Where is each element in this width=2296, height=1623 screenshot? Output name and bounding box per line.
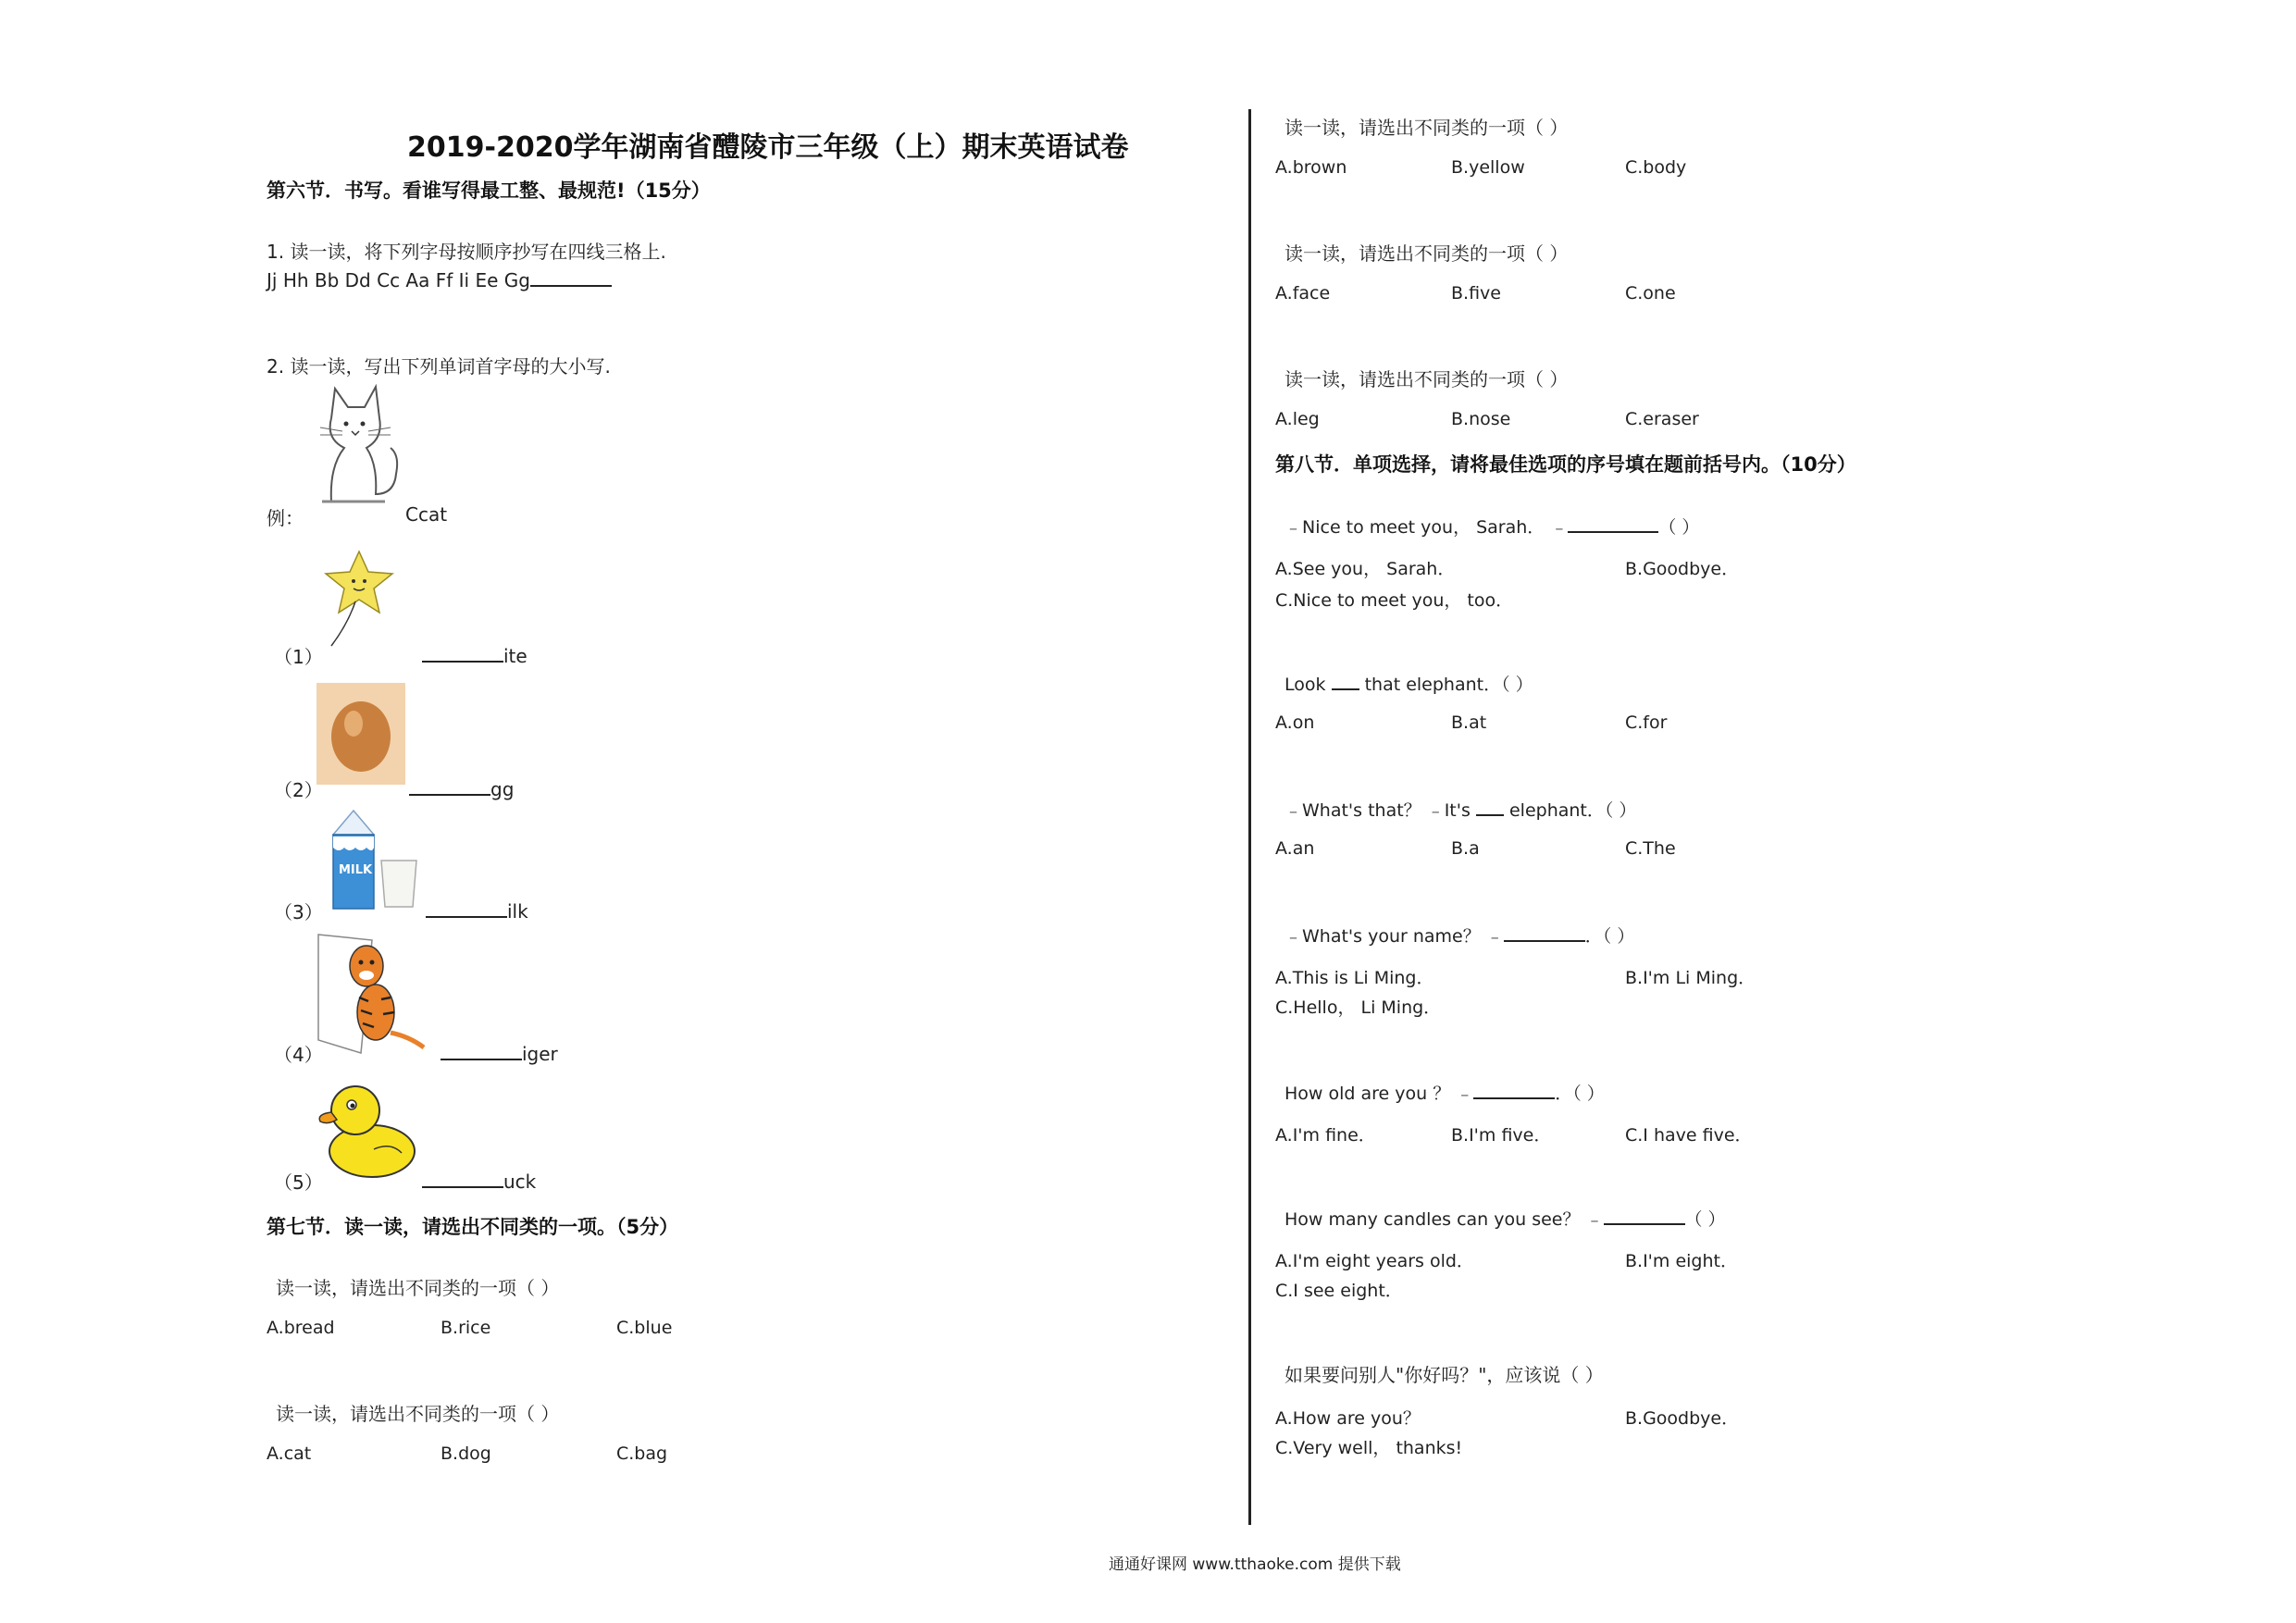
s8-q3-option-c[interactable]: C.The <box>1625 838 1676 859</box>
s8-q2-option-c[interactable]: C.for <box>1625 712 1668 733</box>
s8-q6-blank[interactable] <box>1604 1205 1685 1225</box>
s8-q2-option-a[interactable]: A.on <box>1275 712 1315 733</box>
cat-picture <box>311 381 403 520</box>
s7-q3-text: 读一读，请选出不同类的一项（ ） <box>1285 117 1569 139</box>
s8-q6-pre: How many candles can you see？ ﹣ <box>1285 1209 1604 1230</box>
s7-q2-option-a[interactable]: A.cat <box>267 1443 312 1464</box>
q1-letters-row <box>267 266 612 291</box>
s7-q5-text: 读一读，请选出不同类的一项（ ） <box>1285 368 1569 390</box>
item5-blank[interactable] <box>422 1168 503 1188</box>
s8-q6-text <box>1285 1205 1726 1231</box>
s8-q3-text <box>1285 796 1636 822</box>
s8-q3-option-a[interactable]: A.an <box>1275 838 1315 859</box>
s8-q2-post: that elephant．（ ） <box>1359 675 1533 695</box>
section7-heading: 第七节．读一读，请选出不同类的一项。（5分） <box>267 1216 679 1238</box>
tiger-picture <box>316 933 439 1057</box>
egg-picture <box>316 683 405 785</box>
item3-blank[interactable] <box>426 898 507 918</box>
s8-q4-option-c[interactable]: C.Hello， Li Ming． <box>1275 997 1442 1018</box>
item2-number: （2） <box>274 779 323 801</box>
s8-q5-option-a[interactable]: A.I'm fine． <box>1275 1125 1376 1146</box>
item3-number: （3） <box>274 901 323 923</box>
s8-q6-option-c[interactable]: C.I see eight． <box>1275 1281 1403 1301</box>
kite-picture <box>322 550 405 651</box>
s8-q5-option-c[interactable]: C.I have five． <box>1625 1125 1753 1146</box>
s8-q5-blank[interactable] <box>1473 1079 1555 1099</box>
s8-q3-blank[interactable] <box>1476 796 1504 816</box>
q1-letters: Jj Hh Bb Dd Cc Aa Ff Ii Ee Gg <box>267 269 530 291</box>
item4-number: （4） <box>274 1044 323 1066</box>
s8-q2-option-b[interactable]: B.at <box>1451 712 1487 733</box>
item1-number: （1） <box>274 646 323 668</box>
s8-q5-option-b[interactable]: B.I'm five． <box>1451 1125 1552 1146</box>
s8-q7-option-a[interactable]: A.How are you？ <box>1275 1408 1421 1429</box>
s7-q1-option-c[interactable]: C.blue <box>616 1318 673 1338</box>
s8-q4-option-a[interactable]: A.This is Li Ming． <box>1275 968 1434 988</box>
item1-suffix: ite <box>503 645 527 667</box>
s8-q6-option-a[interactable]: A.I'm eight years old． <box>1275 1251 1474 1271</box>
footer-credit: 通通好课网 www.tthaoke.com 提供下载 <box>1109 1555 1401 1574</box>
item4-blank[interactable] <box>441 1040 522 1060</box>
item2-blank[interactable] <box>409 775 490 796</box>
s8-q4-text <box>1285 922 1634 948</box>
s7-q4-option-b[interactable]: B.five <box>1451 283 1501 304</box>
s8-q6-post: （ ） <box>1684 1209 1726 1230</box>
s8-q3-pre: ﹣What's that？ ﹣It's <box>1285 800 1476 821</box>
s7-q5-option-b[interactable]: B.nose <box>1451 409 1511 429</box>
s8-q4-post: ．（ ） <box>1584 926 1635 947</box>
s7-q1-text: 读一读，请选出不同类的一项（ ） <box>276 1277 560 1299</box>
s7-q3-option-b[interactable]: B.yellow <box>1451 157 1525 178</box>
item4-suffix: iger <box>522 1043 558 1065</box>
q1-text: 1. 读一读，将下列字母按顺序抄写在四线三格上. <box>267 241 666 263</box>
s8-q7-option-c[interactable]: C.Very well， thanks! <box>1275 1438 1463 1458</box>
s7-q2-option-b[interactable]: B.dog <box>441 1443 491 1464</box>
s8-q1-option-b[interactable]: B.Goodbye． <box>1625 559 1740 579</box>
s7-q1-option-a[interactable]: A.bread <box>267 1318 335 1338</box>
s7-q5-option-a[interactable]: A.leg <box>1275 409 1320 429</box>
s7-q4-option-c[interactable]: C.one <box>1625 283 1676 304</box>
s7-q2-text: 读一读，请选出不同类的一项（ ） <box>276 1403 560 1425</box>
s8-q1-option-c[interactable]: C.Nice to meet you， too． <box>1275 590 1514 611</box>
s8-q5-text <box>1285 1079 1605 1105</box>
example-label: 例： <box>267 507 304 529</box>
s7-q3-option-a[interactable]: A.brown <box>1275 157 1347 178</box>
duck-picture <box>316 1077 420 1181</box>
item1-blank[interactable] <box>422 642 503 663</box>
item4-row <box>441 1040 558 1065</box>
example-answer: Ccat <box>405 503 448 526</box>
s8-q1-option-a[interactable]: A.See you， Sarah． <box>1275 559 1456 579</box>
section6-heading: 第六节．书写。看谁写得最工整、最规范!（15分） <box>267 180 711 202</box>
page-title: 2019-2020学年湖南省醴陵市三年级（上）期末英语试卷 <box>407 131 1129 164</box>
s8-q5-post: ．（ ） <box>1555 1084 1605 1104</box>
s8-q7-text: 如果要问别人"你好吗？"，应该说（ ） <box>1285 1364 1604 1386</box>
q2-text: 2. 读一读，写出下列单词首字母的大小写. <box>267 355 611 378</box>
item5-row <box>422 1168 536 1193</box>
s8-q3-post: elephant．（ ） <box>1503 800 1637 821</box>
milk-carton-label: MILK <box>339 863 373 877</box>
s8-q2-pre: Look <box>1285 675 1332 695</box>
s7-q4-text: 读一读，请选出不同类的一项（ ） <box>1285 242 1569 265</box>
s8-q2-text <box>1285 670 1533 696</box>
item5-suffix: uck <box>503 1171 537 1193</box>
s7-q1-option-b[interactable]: B.rice <box>441 1318 491 1338</box>
s7-q3-option-c[interactable]: C.body <box>1625 157 1687 178</box>
s7-q5-option-c[interactable]: C.eraser <box>1625 409 1699 429</box>
column-divider <box>1248 109 1251 1525</box>
item2-suffix: gg <box>490 778 515 800</box>
s8-q6-option-b[interactable]: B.I'm eight． <box>1625 1251 1738 1271</box>
item2-row <box>409 775 514 800</box>
s8-q7-option-b[interactable]: B.Goodbye． <box>1625 1408 1740 1429</box>
s8-q4-blank[interactable] <box>1504 922 1585 942</box>
s8-q2-blank[interactable] <box>1332 670 1359 690</box>
item5-number: （5） <box>274 1171 323 1194</box>
item1-row <box>422 642 527 667</box>
s8-q1-text <box>1285 513 1699 539</box>
s7-q4-option-a[interactable]: A.face <box>1275 283 1331 304</box>
section8-heading: 第八节．单项选择，请将最佳选项的序号填在题前括号内。（10分） <box>1275 453 1856 476</box>
q1-answer-blank[interactable] <box>530 266 612 287</box>
s8-q1-pre: ﹣Nice to meet you， Sarah． ﹣ <box>1285 517 1569 538</box>
s8-q1-blank[interactable] <box>1568 513 1658 533</box>
s8-q3-option-b[interactable]: B.a <box>1451 838 1480 859</box>
s8-q4-pre: ﹣What's your name？ ﹣ <box>1285 926 1504 947</box>
item3-row <box>426 898 528 923</box>
s8-q4-option-b[interactable]: B.I'm Li Ming． <box>1625 968 1756 988</box>
s8-q5-pre: How old are you ？ ﹣ <box>1285 1084 1474 1104</box>
s7-q2-option-c[interactable]: C.bag <box>616 1443 668 1464</box>
s8-q1-post: （ ） <box>1658 517 1700 538</box>
item3-suffix: ilk <box>507 900 528 923</box>
milk-picture <box>326 807 422 911</box>
